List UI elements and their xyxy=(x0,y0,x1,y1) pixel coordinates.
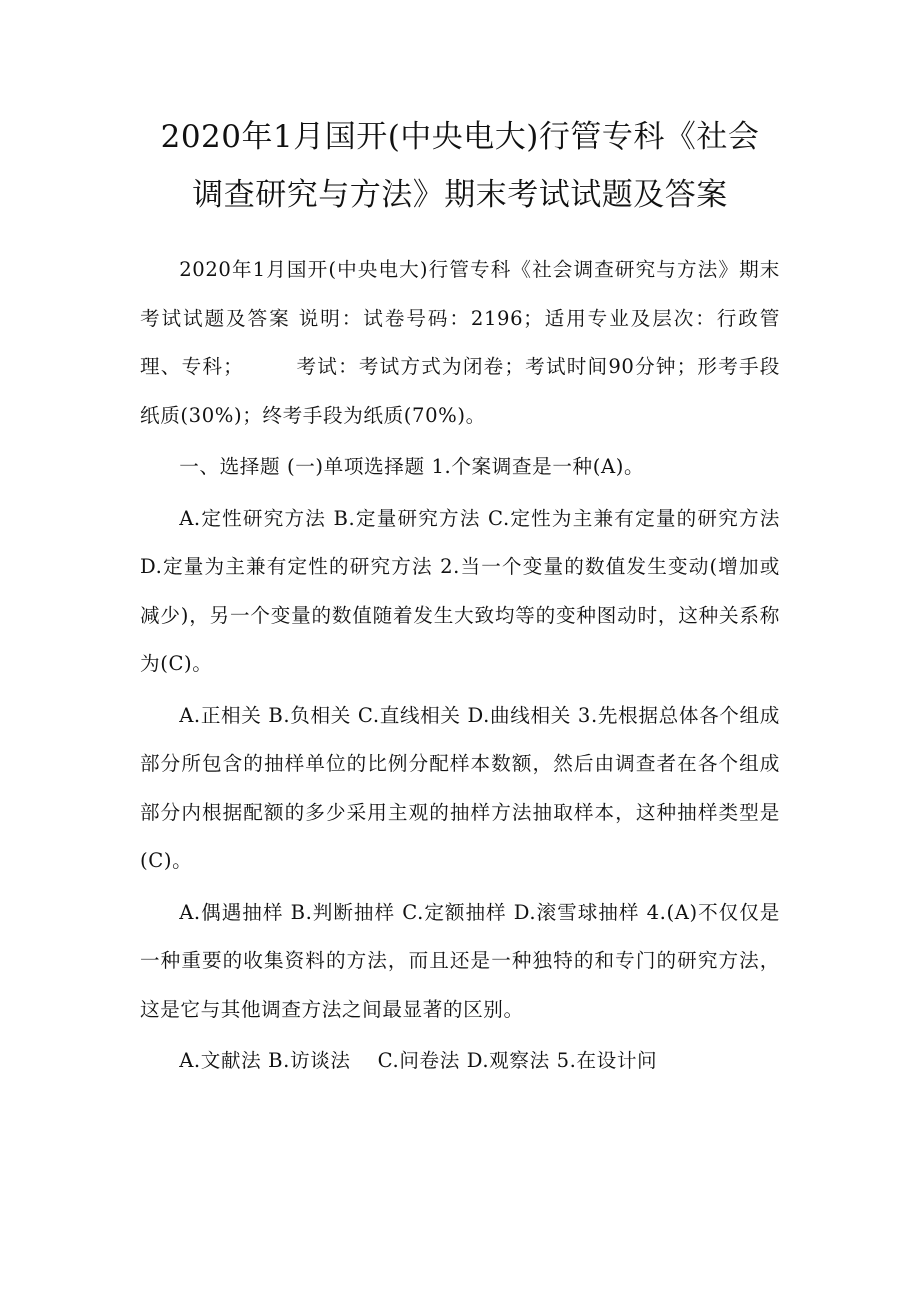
title-line-2: 调查研究与方法》期末考试试题及答案 xyxy=(192,177,728,213)
paragraph-question-4-5: A.文献法 B.访谈法 C.问卷法 D.观察法 5.在设计问 xyxy=(179,1049,658,1072)
paragraph-section-heading: 一、选择题 (一)单项选择题 1.个案调查是一种(A)。 xyxy=(179,455,645,478)
document-title xyxy=(100,108,820,224)
document-body xyxy=(140,246,780,1089)
paragraph-question-1-2: A.定性研究方法 B.定量研究方法 C.定性为主兼有定量的研究方法 D.定量为主兼有定性的研究方法 2.当一个变量的数值发生变动(增加或减少)，另一个变量的数值随着发生大致均等的变种图动时，这种关系称为(C)。 xyxy=(140,506,780,675)
paragraph-question-2-3: A.正相关 B.负相关 C.直线相关 D.曲线相关 3.先根据总体各个组成部分所包含的抽样单位的比例分配样本数额，然后由调查者在各个组成部分内根据配额的多少采用主观的抽样方法抽取样本，这种抽样类型是(C)。 xyxy=(140,703,780,872)
paragraph-intro: 2020年1月国开(中央电大)行管专科《社会调查研究与方法》期末考试试题及答案 说明：试卷号码：2196；适用专业及层次：行政管理、专科； 考试：考试方式为闭卷；考试时间90分钟；形考手段纸质(30%)；终考手段为纸质(70%)。 xyxy=(140,258,780,427)
title-line-1: 2020年1月国开(中央电大)行管专科《社会 xyxy=(160,119,760,155)
paragraph-question-3-4: A.偶遇抽样 B.判断抽样 C.定额抽样 D.滚雪球抽样 4.(A)不仅仅是一种重要的收集资料的方法，而且还是一种独特的和专门的研究方法，这是它与其他调查方法之间最显著的区别。 xyxy=(140,900,780,1021)
